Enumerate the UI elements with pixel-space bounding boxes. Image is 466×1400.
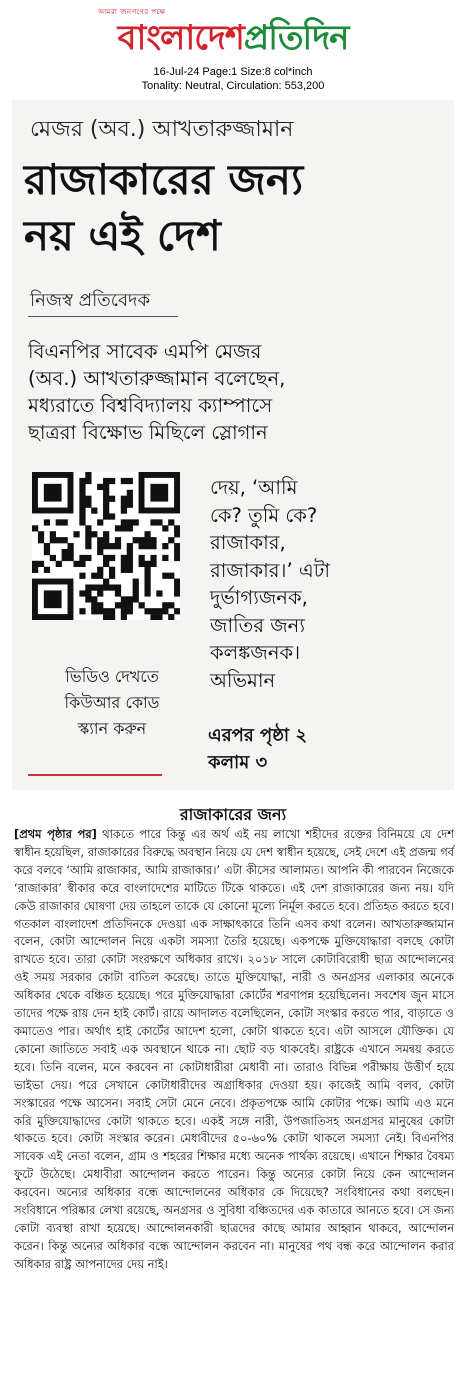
- headline-line: রাজাকারের জন্য: [24, 155, 304, 204]
- qr-underline-divider: [28, 774, 162, 776]
- jump-line: কলাম ৩: [208, 752, 268, 773]
- side-line: দুর্ভাগ্যজনক,: [210, 586, 308, 609]
- side-line: জাতির জন্য: [210, 613, 305, 637]
- article-side-column: [210, 474, 450, 694]
- masthead-name-part1: বাংলাদেশ: [117, 18, 244, 58]
- article-kicker: মেজর (অব.) আখতারুজ্জামান: [30, 117, 294, 142]
- side-line: দেয়, ‘আমি: [210, 476, 298, 499]
- article-lead: [28, 338, 446, 446]
- lead-line: (অব.) আখতারুজ্জামান বলেছেন,: [28, 367, 286, 390]
- side-line: অভিমান: [210, 668, 276, 692]
- qr-code-icon[interactable]: [32, 472, 180, 620]
- byline-divider: [28, 316, 178, 317]
- side-line: কে? তুমি কে?: [210, 503, 318, 527]
- continuation-text: থাকতে পারে কিন্তু এর অর্থ এই নয় লাখো শহীদের রক্তের বিনিময়ে যে দেশ স্বাধীন হয়েছিল, রাজাকারের বিরুদ্ধে অবস্থান নিয়ে যে দেশ স্বাধীন হয়েছে, সেই দেশে এই প্রজন্ম গর্ব করে বলবে ‘আমি রাজাকার, আমি রাজাকার।’ এটা কীসের আলামত। আপনি কী পারবেন নিজেকে ‘রাজাকার’ স্বীকার করে বাংলাদেশের মাটিতে টিকে থাকতে। এই দেশ রাজাকারের জন্য নয়। যদি কেউ রাজাকার ঘোষণা দেয় তাহলে তাকে যে কোনো মূল্যে নির্মূল করতে হবে। প্রতিহত করতে হবে। গতকাল বাংলাদেশ প্রতিদিনকে দেওয়া এক সাক্ষাৎকারে তিনি এসব কথা বলেন। আখতারুজ্জামান বলেন, কোটা আন্দোলন নিয়ে একটা সমস্যা তৈরি হয়েছে। একপক্ষে মুক্তিযোদ্ধারা বলছে কোটা রাখতে হবে। তারা কোটা সংরক্ষণে অধিকার রাখে। ২০১৮ সালে কোটাবিরোধী ছাত্র আন্দোলনের ওই সময় সরকার কোটা বাতিল করেছে। তাতে মুক্তিযোদ্ধা, নারী ও অনগ্রসর এলাকার অনেকে অধিকার থেকে বঞ্চিত হয়েছে। পরে মুক্তিযোদ্ধারা কোর্টের শরণাপন্ন হয়েছিলেন। সবশেষ জুন মাসে তাদের পক্ষে রায় দেন হাই কোর্ট। রায়ে আদালত বলেছিলেন, কোটা সংস্কার করতে পার, বাড়াতে ও কমাতেও পার। অর্থাৎ হাই কোর্টের আদেশ হলো, কোটা থাকতে হবে। এটা আসলে যৌক্তিক। যে কোনো জাতিতে সবাই এক অবস্থানে থাকে না। ছোট বড় থাকবেই। রাষ্ট্রকে এখানে সমন্বয় করতে হবে। তিনি বলেন, মনে করবেন না কোটাধারীরা মেধাবী না। তারাও বিভিন্ন পরীক্ষায় উত্তীর্ণ হয়ে ভাইভা দেয়। পরে সেখানে কোটাধারীদের অগ্রাধিকার দেওয়া হয়। কাজেই আমি বলব, কোটা সংস্কারের পক্ষে আসেন। সবাই সেটা মেনে নেবে। প্রকৃতপক্ষে আমি কোটার পক্ষে। আমি এও মনে করি মুক্তিযোদ্ধাদের কোটা থাকতে হবে। একই সঙ্গে নারী, উপজাতিসহ অনগ্রসর মানুষের কোটা থাকতে হবে। কোটা সংস্কার করেন। মেধাবীদের ৫০-৬০% কোটা থাকলে সমস্যা নেই। বিএনপির সাবেক এই নেতা বলেন, গ্রাম ও শহরের শিক্ষার মধ্যে অনেক পার্থক্য রয়েছে। এখানে শিক্ষার বৈষম্য ফুটে উঠেছে। মেধাবীরা আন্দোলন করতে পারেন। কিন্তু অন্যের কোটা নিয়ে কেন আন্দোলন করবেন। অন্যের অধিকার বন্ধে আন্দোলনের অধিকার কে দিয়েছে? সংবিধানের কথা বলছেন। সংবিধানে পরিষ্কার লেখা রয়েছে, অনগ্রসর ও সুবিধা বঞ্চিতদের এক কাতারে আনতে হবে। সে জন্য কোটা ব্যবস্থা রাখা হয়েছে। আন্দোলনকারী ছাত্রদের কাছে আমার আহ্বান থাকবে, আন্দোলন করেন। কিন্তু অন্যের অধিকার বন্ধে আন্দোলন করবেন না। মানুষের পথ বন্ধ করে আন্দোলন করার অধিকার রাষ্ট্র আপনাদের দেয় নাই।: [14, 827, 454, 1271]
- qr-label-line: ভিডিও দেখতে: [65, 667, 159, 686]
- side-line: কলঙ্কজনক।: [210, 641, 301, 664]
- lead-line: ছাত্ররা বিক্ষোভ মিছিলে স্লোগান: [28, 421, 268, 444]
- qr-label-line: কিউআর কোড: [64, 693, 160, 712]
- lead-line: বিএনপির সাবেক এমপি মেজর: [28, 340, 262, 363]
- continuation-heading: রাজাকারের জন্য: [179, 805, 287, 824]
- lead-line: মধ্যরাতে বিশ্ববিদ্যালয় ক্যাম্পাসে: [28, 394, 273, 417]
- continuation-tag: [প্রথম পৃষ্ঠার পর]: [14, 827, 97, 841]
- article-jump-reference: [208, 722, 307, 776]
- clip-meta-tonality: Tonality: Neutral, Circulation: 553,200: [141, 80, 325, 92]
- continuation-body: [14, 826, 454, 1274]
- qr-instruction: [30, 664, 194, 742]
- masthead-tagline: আমরা জনগণের পক্ষে: [98, 8, 166, 16]
- qr-label-line: স্ক্যান করুন: [77, 719, 147, 738]
- headline-line: নয় এই দেশ: [24, 211, 221, 260]
- jump-line: এরপর পৃষ্ঠা ২: [208, 725, 308, 746]
- clip-meta-date-page: 16-Jul-24 Page:1 Size:8 col*inch: [153, 66, 313, 78]
- side-line: রাজাকার।’ এটা: [210, 558, 330, 582]
- masthead-logo: [0, 12, 466, 60]
- qr-code-graphic: [32, 472, 180, 620]
- side-line: রাজাকার,: [210, 531, 286, 554]
- article-byline: নিজস্ব প্রতিবেদক: [30, 290, 151, 311]
- article-headline: [24, 152, 444, 264]
- masthead-name-part2: প্রতিদিন: [243, 18, 349, 58]
